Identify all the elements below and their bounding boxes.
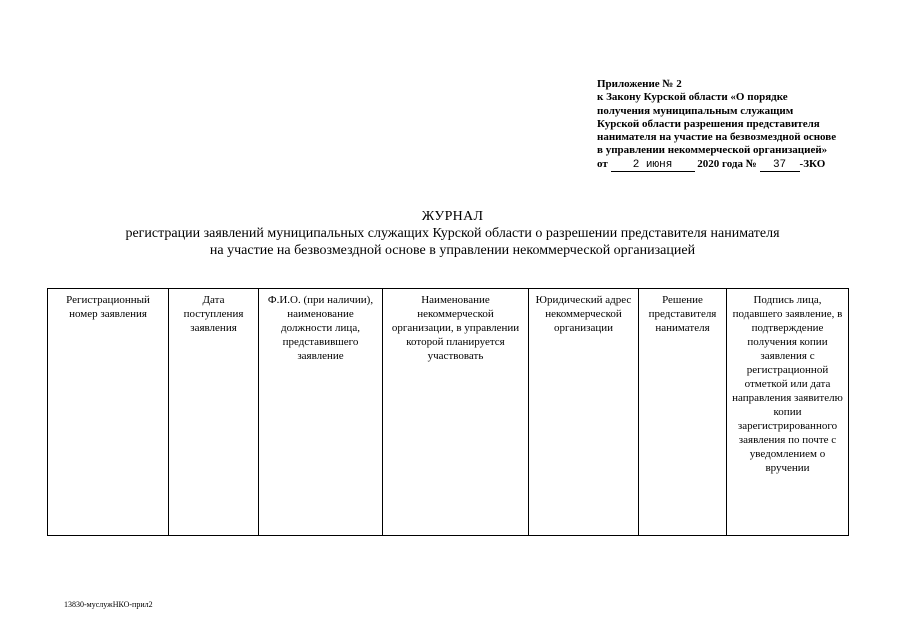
column-header-legal-address: Юридический адрес некоммерческой организации — [529, 289, 639, 536]
column-header-receipt-date: Дата поступления заявления — [169, 289, 259, 536]
title-main: ЖУРНАЛ — [421, 209, 484, 224]
appendix-line: Приложение № 2 — [597, 78, 682, 90]
appendix-line: Курской области разрешения представителя — [597, 117, 820, 130]
date-value: 2 июня — [611, 160, 695, 172]
column-header-employer-decision: Решение представителя нанимателя — [639, 289, 727, 536]
appendix-line: нанимателя на участие на безвозмездной основе — [597, 131, 837, 144]
appendix-block — [597, 78, 897, 172]
law-suffix: -ЗКО — [799, 157, 826, 170]
appendix-line: в управлении некоммерческой организацией» — [597, 144, 828, 157]
column-header-organization-name: Наименование некоммерческой организации, в управлении которой планируется участвовать — [383, 289, 529, 536]
appendix-date-line — [597, 158, 897, 172]
law-number: 37 — [760, 160, 800, 172]
date-prefix: от — [597, 157, 608, 170]
column-header-registration-number: Регистрационный номер заявления — [48, 289, 169, 536]
appendix-line: к Закону Курской области «О порядке — [597, 91, 788, 104]
title-line-2: на участие на безвозмездной основе в управлении некоммерческой организацией — [209, 243, 696, 258]
year-text: 2020 года № — [697, 157, 757, 170]
title-line-1: регистрации заявлений муниципальных служащих Курской области о разрешении представителя нанимателя — [125, 226, 780, 241]
document-code: 13830-муслужНКО-прил2 — [64, 600, 153, 609]
journal-title — [0, 208, 905, 259]
column-header-applicant-name: Ф.И.О. (при наличии), наименование должности лица, представившего заявление — [259, 289, 383, 536]
journal-table — [47, 288, 849, 536]
table-header-row — [48, 289, 849, 536]
column-header-signature: Подпись лица, подавшего заявление, в подтверждение получения копии заявления с регистрационной отметкой или дата направления заявителю копии зарегистрированного заявления по почте с уведомлением о вручении — [727, 289, 849, 536]
appendix-line: получения муниципальным служащим — [597, 104, 794, 117]
